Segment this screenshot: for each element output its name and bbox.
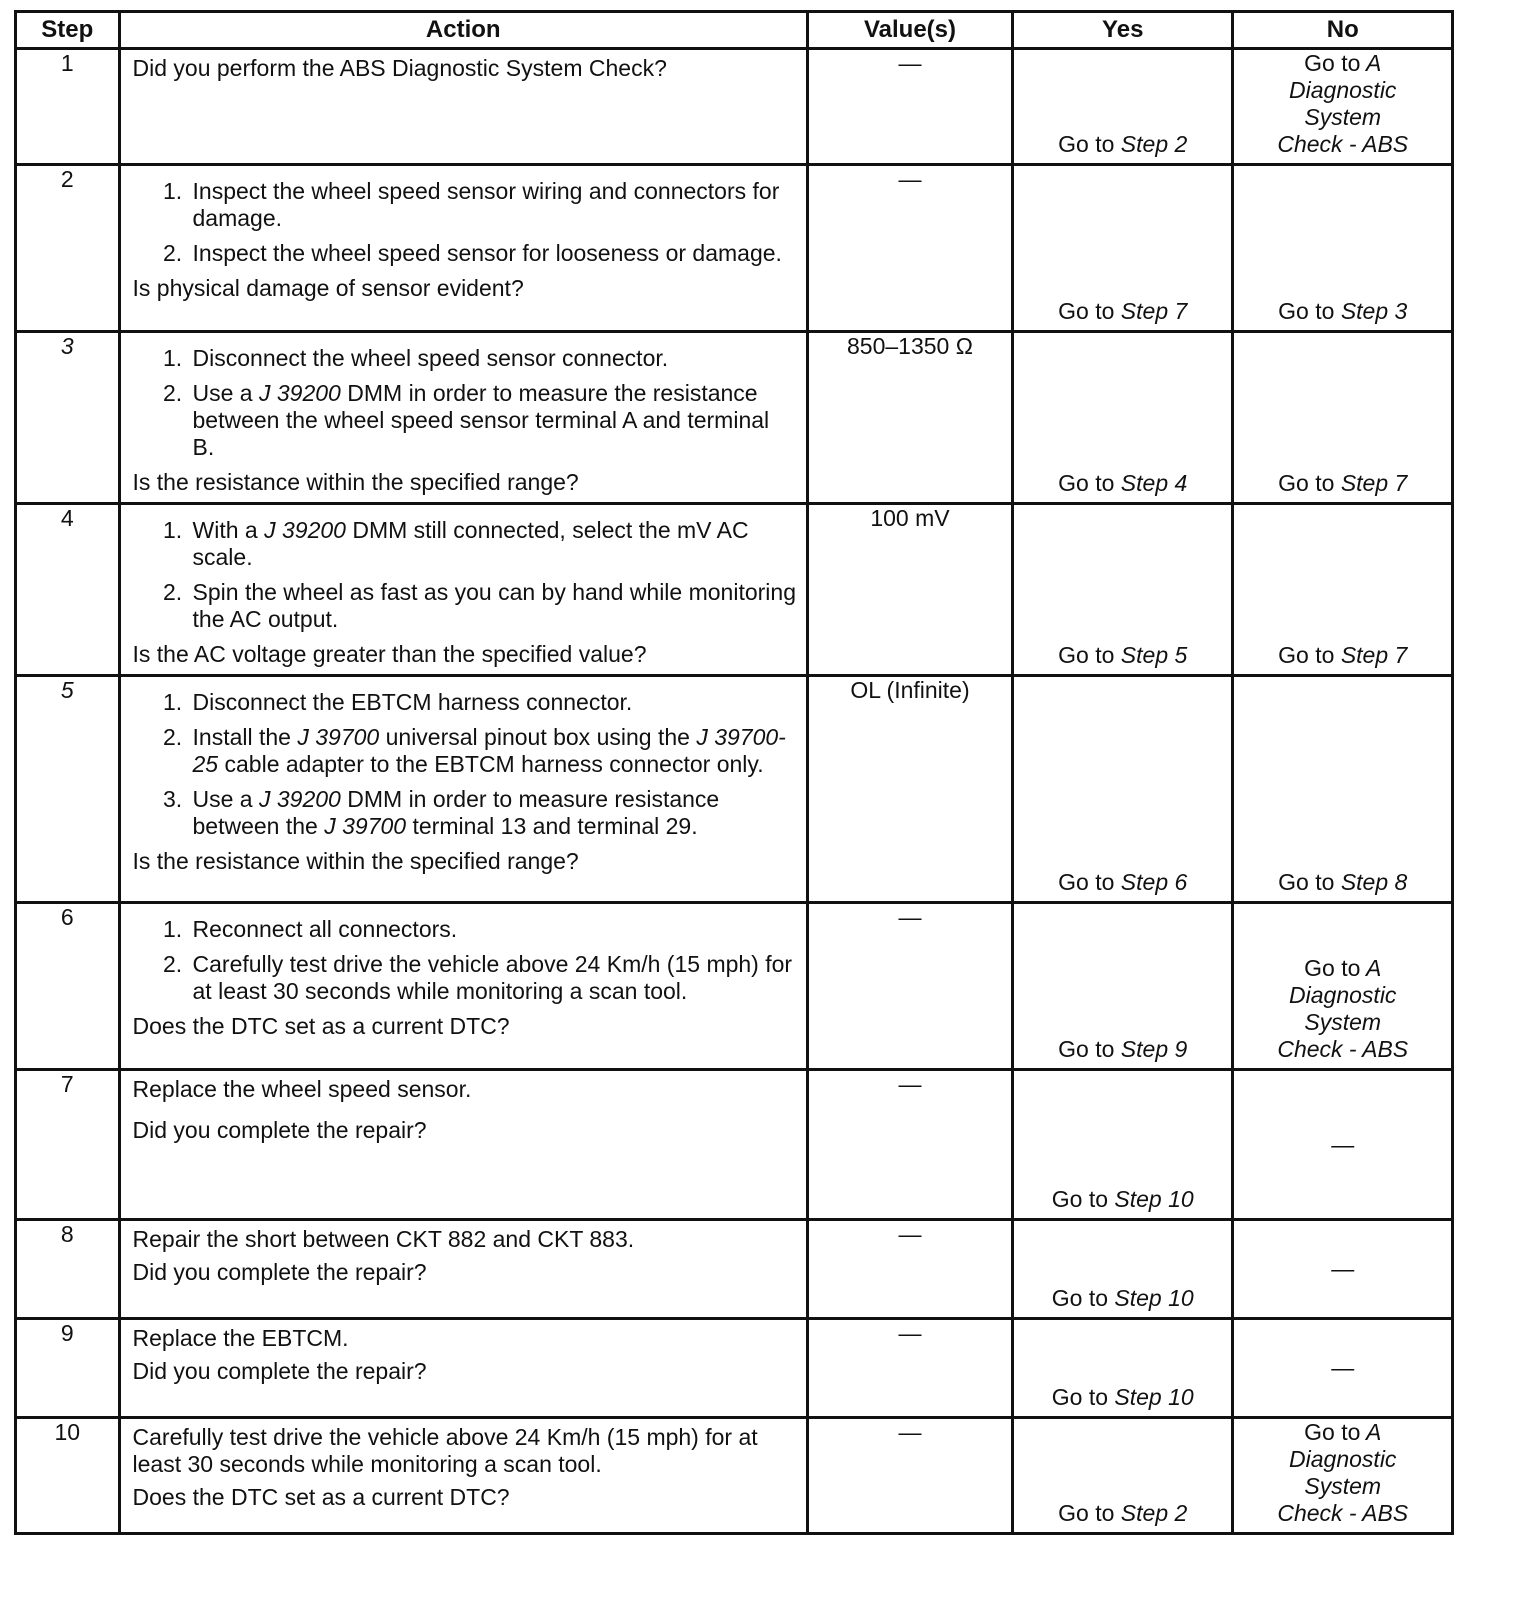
action-item: 1. Inspect the wheel speed sensor wiring and connectors for damage. bbox=[189, 178, 796, 232]
yes-goto: Go to Step 2 bbox=[1058, 1500, 1188, 1526]
header-yes: Yes bbox=[1012, 12, 1233, 49]
step-number: 1 bbox=[16, 49, 120, 165]
step-number: 9 bbox=[16, 1319, 120, 1418]
step-number: 3 bbox=[16, 332, 120, 504]
value-cell: — bbox=[807, 1319, 1012, 1418]
action-question: Is the resistance within the specified range? bbox=[132, 848, 579, 874]
yes-cell bbox=[1012, 165, 1233, 332]
action-text: Repair the short between CKT 882 and CKT 883. bbox=[132, 1226, 635, 1252]
table-row bbox=[16, 1418, 1453, 1534]
yes-goto: Go to Step 10 bbox=[1051, 1384, 1194, 1410]
no-goto: Go to Step 7 bbox=[1278, 642, 1408, 668]
action-question: Did you complete the repair? bbox=[132, 1259, 427, 1285]
yes-goto: Go to Step 9 bbox=[1058, 1036, 1188, 1062]
yes-goto: Go to Step 4 bbox=[1058, 470, 1188, 496]
action-cell bbox=[119, 1418, 807, 1534]
action-cell bbox=[119, 903, 807, 1070]
action-cell bbox=[119, 1070, 807, 1220]
header-step: Step bbox=[16, 12, 120, 49]
yes-cell bbox=[1012, 903, 1233, 1070]
no-cell bbox=[1233, 676, 1453, 903]
action-question: Is the resistance within the specified range? bbox=[132, 469, 579, 495]
tool-ref: J 39700 bbox=[324, 813, 407, 839]
action-item: 2. Spin the wheel as fast as you can by hand while monitoring the AC output. bbox=[189, 579, 796, 633]
yes-cell bbox=[1012, 332, 1233, 504]
yes-cell bbox=[1012, 1319, 1233, 1418]
action-text: Replace the wheel speed sensor. bbox=[132, 1076, 472, 1102]
action-item: 1. Disconnect the EBTCM harness connector. bbox=[189, 689, 796, 716]
step-number: 5 bbox=[16, 676, 120, 903]
yes-cell bbox=[1012, 504, 1233, 676]
no-cell bbox=[1233, 903, 1453, 1070]
diagnostic-table bbox=[14, 10, 1454, 1535]
value-cell: 850–1350 Ω bbox=[807, 332, 1012, 504]
yes-cell bbox=[1012, 1418, 1233, 1534]
action-cell bbox=[119, 49, 807, 165]
no-cell bbox=[1233, 165, 1453, 332]
action-question: Did you perform the ABS Diagnostic System Check? bbox=[132, 55, 667, 81]
table-row bbox=[16, 676, 1453, 903]
action-cell bbox=[119, 504, 807, 676]
step-number: 2 bbox=[16, 165, 120, 332]
table-row bbox=[16, 165, 1453, 332]
no-cell bbox=[1233, 49, 1453, 165]
action-item: 3. Use a J 39200 DMM in order to measure resistance between the J 39700 terminal 13 and terminal 29. bbox=[189, 786, 796, 840]
value-cell: — bbox=[807, 1418, 1012, 1534]
action-text: Carefully test drive the vehicle above 24 Km/h (15 mph) for at least 30 seconds while monitoring a scan tool. bbox=[132, 1424, 758, 1477]
no-value: — bbox=[1331, 1131, 1355, 1157]
table-row bbox=[16, 903, 1453, 1070]
value-cell: — bbox=[807, 903, 1012, 1070]
no-goto: Go to Step 7 bbox=[1278, 470, 1408, 496]
no-cell bbox=[1233, 332, 1453, 504]
value-cell: — bbox=[807, 1070, 1012, 1220]
header-action: Action bbox=[119, 12, 807, 49]
no-value: — bbox=[1331, 1354, 1355, 1381]
action-question: Is the AC voltage greater than the specified value? bbox=[132, 641, 647, 667]
header-values: Value(s) bbox=[807, 12, 1012, 49]
tool-ref: J 39200 bbox=[259, 380, 341, 406]
step-number: 8 bbox=[16, 1220, 120, 1319]
yes-cell bbox=[1012, 1070, 1233, 1220]
action-cell bbox=[119, 1319, 807, 1418]
action-question: Is physical damage of sensor evident? bbox=[132, 275, 524, 301]
value-cell: OL (Infinite) bbox=[807, 676, 1012, 903]
action-item: 1. Reconnect all connectors. bbox=[189, 916, 796, 943]
action-text: Replace the EBTCM. bbox=[132, 1325, 349, 1351]
action-question: Did you complete the repair? bbox=[132, 1358, 427, 1384]
yes-goto: Go to Step 2 bbox=[1058, 131, 1188, 157]
value-cell: — bbox=[807, 165, 1012, 332]
no-cell bbox=[1233, 1220, 1453, 1319]
action-question: Did you complete the repair? bbox=[132, 1117, 427, 1143]
yes-goto: Go to Step 5 bbox=[1058, 642, 1188, 668]
yes-cell bbox=[1012, 676, 1233, 903]
value-cell: — bbox=[807, 1220, 1012, 1319]
action-cell bbox=[119, 676, 807, 903]
step-number: 7 bbox=[16, 1070, 120, 1220]
step-number: 4 bbox=[16, 504, 120, 676]
yes-cell bbox=[1012, 1220, 1233, 1319]
yes-cell bbox=[1012, 49, 1233, 165]
table-row bbox=[16, 1070, 1453, 1220]
table-row bbox=[16, 1220, 1453, 1319]
no-cell bbox=[1233, 504, 1453, 676]
action-item: 2. Carefully test drive the vehicle above 24 Km/h (15 mph) for at least 30 seconds while monitoring a scan tool. bbox=[189, 951, 796, 1005]
action-item: 2. Use a J 39200 DMM in order to measure the resistance between the wheel speed sensor terminal A and terminal B. bbox=[189, 380, 796, 461]
no-value: — bbox=[1331, 1255, 1355, 1282]
no-goto: Go to Step 3 bbox=[1278, 298, 1408, 324]
action-cell bbox=[119, 332, 807, 504]
yes-goto: Go to Step 6 bbox=[1058, 869, 1188, 895]
action-cell bbox=[119, 165, 807, 332]
no-goto: Go to Step 8 bbox=[1278, 869, 1408, 895]
yes-goto: Go to Step 10 bbox=[1051, 1285, 1194, 1311]
action-item: 1. With a J 39200 DMM still connected, select the mV AC scale. bbox=[189, 517, 796, 571]
table-row bbox=[16, 49, 1453, 165]
action-question: Does the DTC set as a current DTC? bbox=[132, 1013, 510, 1039]
table-row bbox=[16, 332, 1453, 504]
action-question: Does the DTC set as a current DTC? bbox=[132, 1484, 510, 1510]
header-no: No bbox=[1233, 12, 1453, 49]
header-row bbox=[16, 12, 1453, 49]
value-cell: — bbox=[807, 49, 1012, 165]
action-item: 2. Install the J 39700 universal pinout box using the J 39700-25 cable adapter to the EBTCM harness connector only. bbox=[189, 724, 796, 778]
tool-ref: J 39200 bbox=[259, 786, 341, 812]
step-number: 6 bbox=[16, 903, 120, 1070]
step-number: 10 bbox=[16, 1418, 120, 1534]
no-goto-abs-check: Go to A Diagnostic System Check - ABS bbox=[1277, 50, 1409, 157]
no-cell bbox=[1233, 1418, 1453, 1534]
yes-goto: Go to Step 7 bbox=[1058, 298, 1188, 324]
action-item: 2. Inspect the wheel speed sensor for looseness or damage. bbox=[189, 240, 796, 267]
no-goto-abs-check: Go to A Diagnostic System Check - ABS bbox=[1277, 955, 1409, 1062]
tool-ref: J 39200 bbox=[264, 517, 346, 543]
table-row bbox=[16, 1319, 1453, 1418]
value-cell: 100 mV bbox=[807, 504, 1012, 676]
yes-goto: Go to Step 10 bbox=[1051, 1186, 1194, 1212]
no-goto-abs-check: Go to A Diagnostic System Check - ABS bbox=[1277, 1419, 1409, 1526]
no-cell bbox=[1233, 1319, 1453, 1418]
tool-ref: J 39700 bbox=[297, 724, 380, 750]
table-row bbox=[16, 504, 1453, 676]
action-item: 1. Disconnect the wheel speed sensor connector. bbox=[189, 345, 796, 372]
tool-ref: J 39700-25 bbox=[192, 724, 786, 777]
no-cell bbox=[1233, 1070, 1453, 1220]
action-cell bbox=[119, 1220, 807, 1319]
